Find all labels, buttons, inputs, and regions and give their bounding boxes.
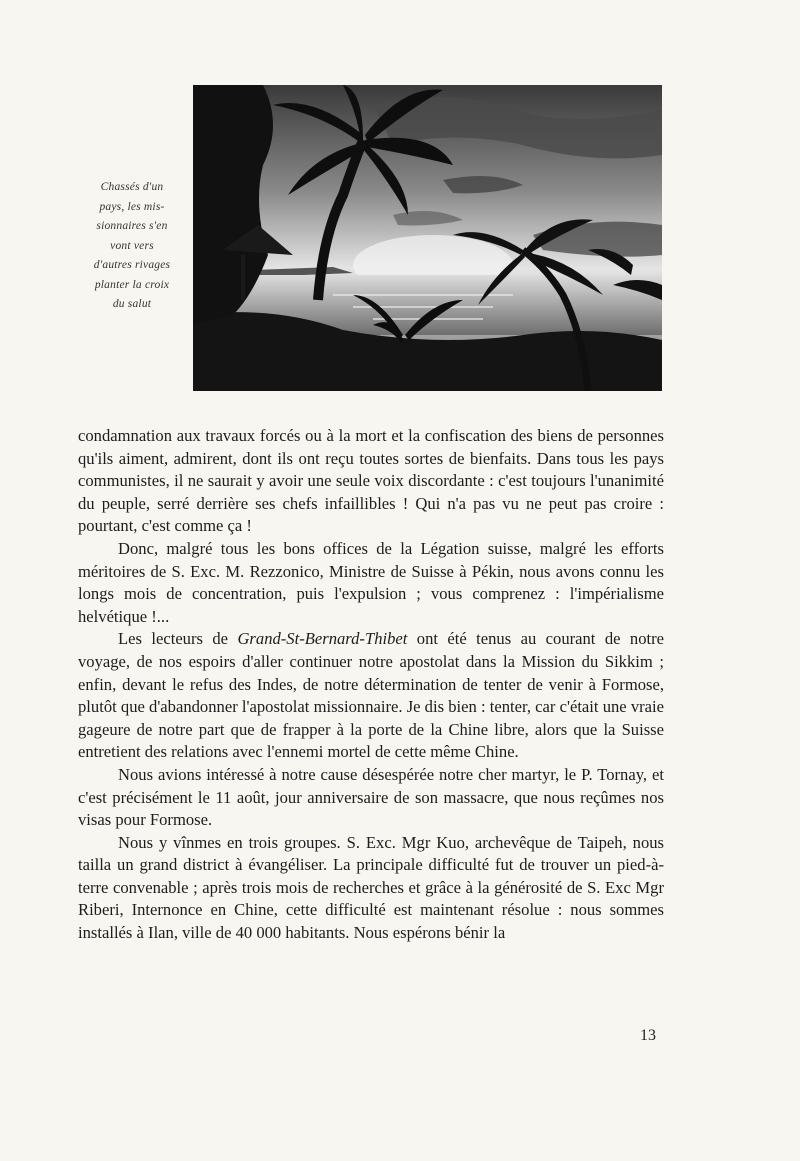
caption-line: du salut [112, 298, 152, 310]
paragraph: Nous y vînmes en trois groupes. S. Exc. Mgr Kuo, archevêque de Taipeh, nous tailla un grand district à évangéliser. La principale difficulté fut de trouver un pied-à-terre convenable ; après trois mois de recherches et grâce à la générosité de S. Exc Mgr Riberi, Internonce en Chine, cette difficulté est maintenant résolue : nous sommes installés à Ilan, ville de 40 000 habitants. Nous espérons bénir la [78, 832, 664, 943]
paragraph: Nous avions intéressé à notre cause désespérée notre cher martyr, le P. Tornay, et c'est précisément le 11 août, jour anniversaire de son massacre, que nous reçûmes nos visas pour Formose. [78, 764, 664, 830]
publication-title: Grand-St-Bernard-Thibet [237, 629, 408, 649]
caption-line: vont vers [110, 239, 154, 252]
article-body [78, 425, 664, 945]
caption-line: d'autres rivages [93, 259, 171, 271]
photo-caption [78, 178, 186, 315]
caption-line: Chassés d'un [100, 181, 164, 193]
paragraph: condamnation aux travaux forcés ou à la mort et la confiscation des biens de personnes qu'ils aiment, admirent, dont ils ont reçu toutes sortes de bienfaits. Dans tous les pays communistes, il ne saurait y avoir une seule voix discordante : c'est toujours l'unanimité du peuple, serré derrière ses chefs infaillibles ! Qui n'a pas vu ne peut pas croire : pourtant, c'est comme ça ! [78, 426, 664, 536]
paragraph-text: ont été tenus au courant de notre voyage, de nos espoirs d'aller continuer notre apostolat dans la Mission du Sikkim ; enfin, devant le refus des Indes, de notre détermination de tenter de venir à Formose, plutôt que d'abandonner l'apostolat missionnaire. Je dis bien : tenter, car c'était une vraie gageure de notre part que de frapper à la porte de la Chine libre, alors que la Suisse entretient des relations avec l'ennemi mortel de cette même Chine. [78, 629, 664, 762]
page-number: 13 [640, 1027, 656, 1044]
paragraph-text: Les lecteurs de [118, 629, 238, 649]
paragraph: Donc, malgré tous les bons offices de la Légation suisse, malgré les efforts méritoires de S. Exc. M. Rezzonico, Ministre de Suisse à Pékin, nous avons connu les longs mois de concentration, puis l'expulsion ; vous comprenez : l'impérialisme helvétique !... [78, 538, 664, 626]
sunset-palm-photo [193, 85, 662, 391]
paragraph [78, 628, 664, 764]
caption-line: pays, les mis- [99, 200, 165, 213]
caption-line: sionnaires s'en [96, 220, 168, 232]
sunset-palm-illustration [193, 85, 662, 391]
caption-line: planter la croix [94, 278, 170, 291]
